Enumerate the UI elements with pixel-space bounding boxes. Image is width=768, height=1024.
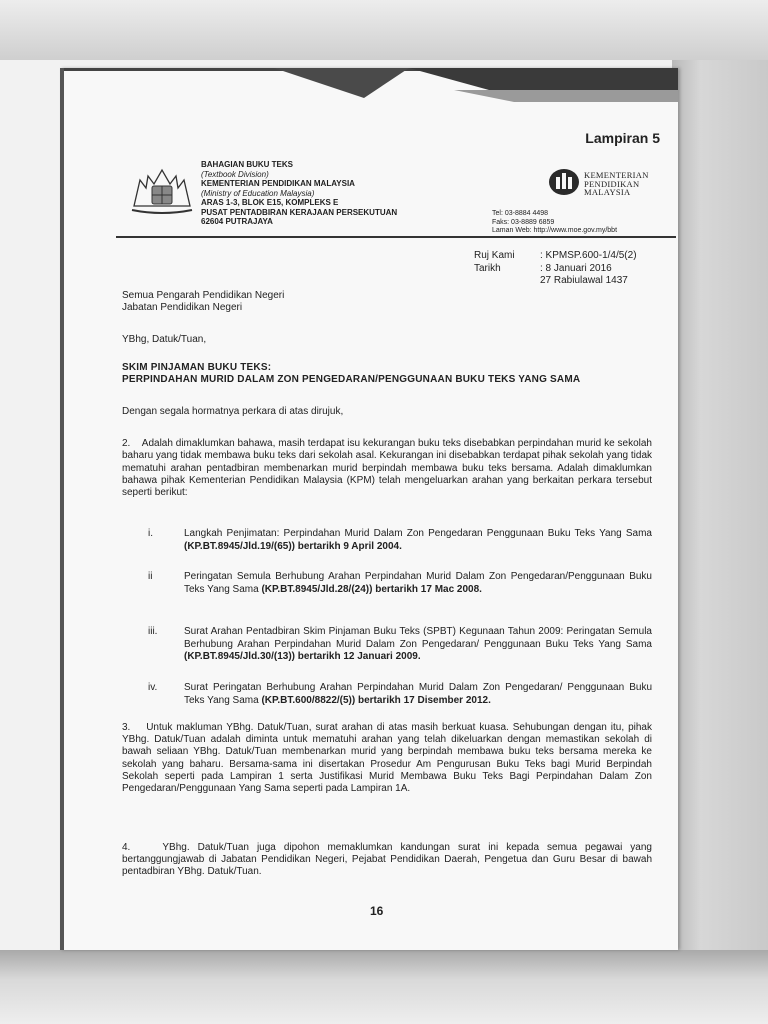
- binding-shadow: [672, 60, 768, 960]
- website: Laman Web: http://www.moe.gov.my/bbt: [492, 227, 618, 234]
- tarikh-value: : 8 Januari 2016: [540, 262, 612, 274]
- coat-of-arms-icon: [128, 166, 196, 216]
- lampiran-label: Lampiran 5: [585, 130, 660, 146]
- letter-page: Lampiran 5 BAHAGIAN BUKU TEKS (Textbook Division) KEMENTERIAN PENDIDIKAN MALAYSIA (Ministry of Education Malaysia) ARAS 1-3, BLOK E15, KOMPLEKS E PUSAT PENTADBIRAN KERAJAAN PERSEKUTUAN 62604 PUTRAJAYA KEMENTERIAN PENDIDIKAN MALAYSIA Tel: 03-8884 4498 Faks: 03-8889 6859 Laman Web: http://www.moe.gov.my/bbt Ruj Kami : KPMSP.600-1/4/5(2) Tarikh : 8 Januari 2016 27 Rabiulawal 1437 Semua Pengarah Pendidikan Negeri Jabatan Pendidikan Negeri YBhg, Datuk/Tuan, SKIM PINJAMAN BUKU TEKS: PERPINDAHAN MURID DALAM ZON PENGEDARAN/PENGGUNAAN BUKU TEKS YANG SAMA Dengan segala hormatnya perkara di atas dirujuk, 2. Adalah dimaklumkan bahawa, masih terdapat isu kekurangan buku teks disebabkan perpindahan murid ke sekolah baharu yang tidak membawa buku teks dari sekolah asal. Kekurangan ini disebabkan terdapat pihak sekolah yang tidak mematuhi arahan pentadbiran membenarkan murid berpindah membawa buku teks bersama. Adalah dimaklumkan bahawa pihak Kementerian Pendidikan Malaysia (KPM) telah mengeluarkan arahan yang berkaitan perkara tersebut seperti berikut: i. Langkah Penjimatan: Perpindahan Murid Dalam Zon Pengedaran Penggunaan Buku Teks Yang Sama (KP.BT.8945/Jld.19/(65)) bertarikh 9 April 2004. ii Peringatan Semula Berhubung Arahan Perpindahan Murid Dalam Zon Pengedaran/Penggunaan Buku Teks Yang Sama (KP.BT.8945/Jld.28/(24)) bertarikh 17 Mac 2008. iii. Surat Arahan Pentadbiran Skim Pinjaman Buku Teks (SPBT) Kegunaan Tahun 2009: Peringatan Semula Berhubung Arahan Perpindahan Murid Dalam Zon Pengedaran/ Penggunaan Buku Teks Yang Sama (KP.BT.8945/Jld.30/(13)) bertarikh 12 Januari 2009. iv. Surat Peringatan Berhubung Arahan Perpindahan Murid Dalam Zon Pengedaran/ Penggunaan Buku Teks Yang Sama (KP.BT.600/8822/(5)) bertarikh 17 Disember 2012. 3. Untuk makluman YBhg. Datuk/Tuan, surat arahan di atas masih berkuat kuasa. Sehubungan dengan itu, pihak YBhg. Datuk/Tuan adalah diminta untuk mematuhi arahan yang telah dikeluarkan dengan memastikan sekolah di bawah seliaan YBhg. Datuk/Tuan membenarkan murid yang berpindah membawa buku teks bersama mereka ke sekolah yang baharu. Bersama-sama ini disertakan Prosedur Am Pengurusan Buku Teks bagi Murid Berpindah Sekolah seperti pada Lampiran 1 serta Justifikasi Murid Membawa Buku Teks Bagi Perpindahan Dalam Zon Pengedaran/Penggunaan Yang Sama seperti pada Lampiran 1A. 4. YBhg. Datuk/Tuan juga dipohon memaklumkan kandungan surat ini kepada semua pegawai yang bertanggungjawab di Jabatan Pendidikan Negeri, Pejabat Pendidikan Daerah, Pengetua dan Guru Besar di bawah pentadbiran YBhg. Datuk/Tuan. 16: [60, 68, 678, 950]
- telephone: Tel: 03-8884 4498: [492, 210, 549, 217]
- paragraph-3: [122, 722, 652, 795]
- recipient-line-1: Semua Pengarah Pendidikan Negeri: [122, 290, 285, 301]
- salutation: YBhg, Datuk/Tuan,: [122, 334, 207, 345]
- recipient-line-2: Jabatan Pendidikan Negeri: [122, 302, 243, 313]
- kpm-logo-icon: [548, 167, 580, 197]
- paragraph-4-text: YBhg. Datuk/Tuan juga dipohon memaklumkan kandungan surat ini kepada semua pegawai yang bertanggungjawab di Jabatan Pendidikan Negeri, Pejabat Pendidikan Daerah, Pengetua dan Guru Besar di bawah pentadbiran YBhg. Datuk/Tuan.: [122, 842, 652, 878]
- paragraph-2-number: 2.: [122, 438, 131, 449]
- address-line-postcode: 62604 PUTRAJAYA: [201, 217, 273, 226]
- paragraph-3-number: 3.: [122, 722, 131, 733]
- ruj-value: : KPMSP.600-1/4/5(2): [540, 250, 637, 261]
- ministry-address: [201, 160, 397, 227]
- header-divider: [116, 236, 676, 238]
- kpm-logo-text: KEMENTERIAN PENDIDIKAN MALAYSIA: [584, 170, 649, 197]
- recipient-block: [122, 290, 652, 314]
- fax: Faks: 03-8889 6859: [492, 218, 555, 226]
- paragraph-3-text: Untuk makluman YBhg. Datuk/Tuan, surat arahan di atas masih berkuat kuasa. Sehubungan dengan itu, pihak YBhg. Datuk/Tuan adalah diminta untuk mematuhi arahan yang telah dikeluarkan dengan memastikan sekolah di bawah seliaan YBhg. Datuk/Tuan membenarkan murid yang berpindah membawa buku teks bersama mereka ke sekolah yang baharu. Bersama-sama ini disertakan Prosedur Am Pengurusan Buku Teks bagi Murid Berpindah Sekolah seperti pada Lampiran 1 serta Justifikasi Murid Membawa Buku Teks Bagi Perpindahan Dalam Zon Pengedaran/Penggunaan Yang Sama seperti pada Lampiran 1A.: [122, 722, 652, 795]
- address-line-ministry-en: (Ministry of Education Malaysia): [201, 188, 315, 198]
- contact-info: [492, 210, 617, 236]
- subject-block: [122, 362, 682, 386]
- hijri-date: 27 Rabiulawal 1437: [540, 275, 628, 286]
- scanner-bottom-margin: [0, 950, 768, 1024]
- paragraph-4: [122, 842, 652, 879]
- paragraph-2: [122, 438, 652, 499]
- header-decoration: [64, 68, 678, 128]
- reference-block: [474, 250, 637, 288]
- tarikh-label: Tarikh: [474, 262, 501, 274]
- address-line-division: BAHAGIAN BUKU TEKS: [201, 160, 293, 169]
- address-line-complex: PUSAT PENTADBIRAN KERAJAAN PERSEKUTUAN: [201, 207, 398, 217]
- subject-line-1: SKIM PINJAMAN BUKU TEKS:: [122, 362, 272, 373]
- paragraph-4-number: 4.: [122, 842, 131, 853]
- paragraph-2-text: Adalah dimaklumkan bahawa, masih terdapat isu kekurangan buku teks disebabkan perpindahan murid ke sekolah baharu yang tidak membawa buku teks dari sekolah asal. Kekurangan ini disebabkan terdapat pihak sekolah yang tidak mematuhi arahan pentadbiran membenarkan murid berpindah membawa buku teks bersama. Adalah dimaklumkan bahawa pihak Kementerian Pendidikan Malaysia (KPM) telah mengeluarkan arahan yang berkaitan perkara tersebut seperti berikut:: [122, 438, 652, 499]
- ruj-label: Ruj Kami: [474, 250, 515, 261]
- address-line-building: ARAS 1-3, BLOK E15, KOMPLEKS E: [201, 198, 339, 207]
- opening-line: Dengan segala hormatnya perkara di atas dirujuk,: [122, 406, 344, 417]
- address-line-ministry: KEMENTERIAN PENDIDIKAN MALAYSIA: [201, 179, 355, 188]
- scanner-top-margin: [0, 0, 768, 60]
- address-line-division-en: (Textbook Division): [201, 169, 269, 179]
- subject-line-2: PERPINDAHAN MURID DALAM ZON PENGEDARAN/PENGGUNAAN BUKU TEKS YANG SAMA: [122, 374, 581, 385]
- page-number: 16: [370, 904, 384, 918]
